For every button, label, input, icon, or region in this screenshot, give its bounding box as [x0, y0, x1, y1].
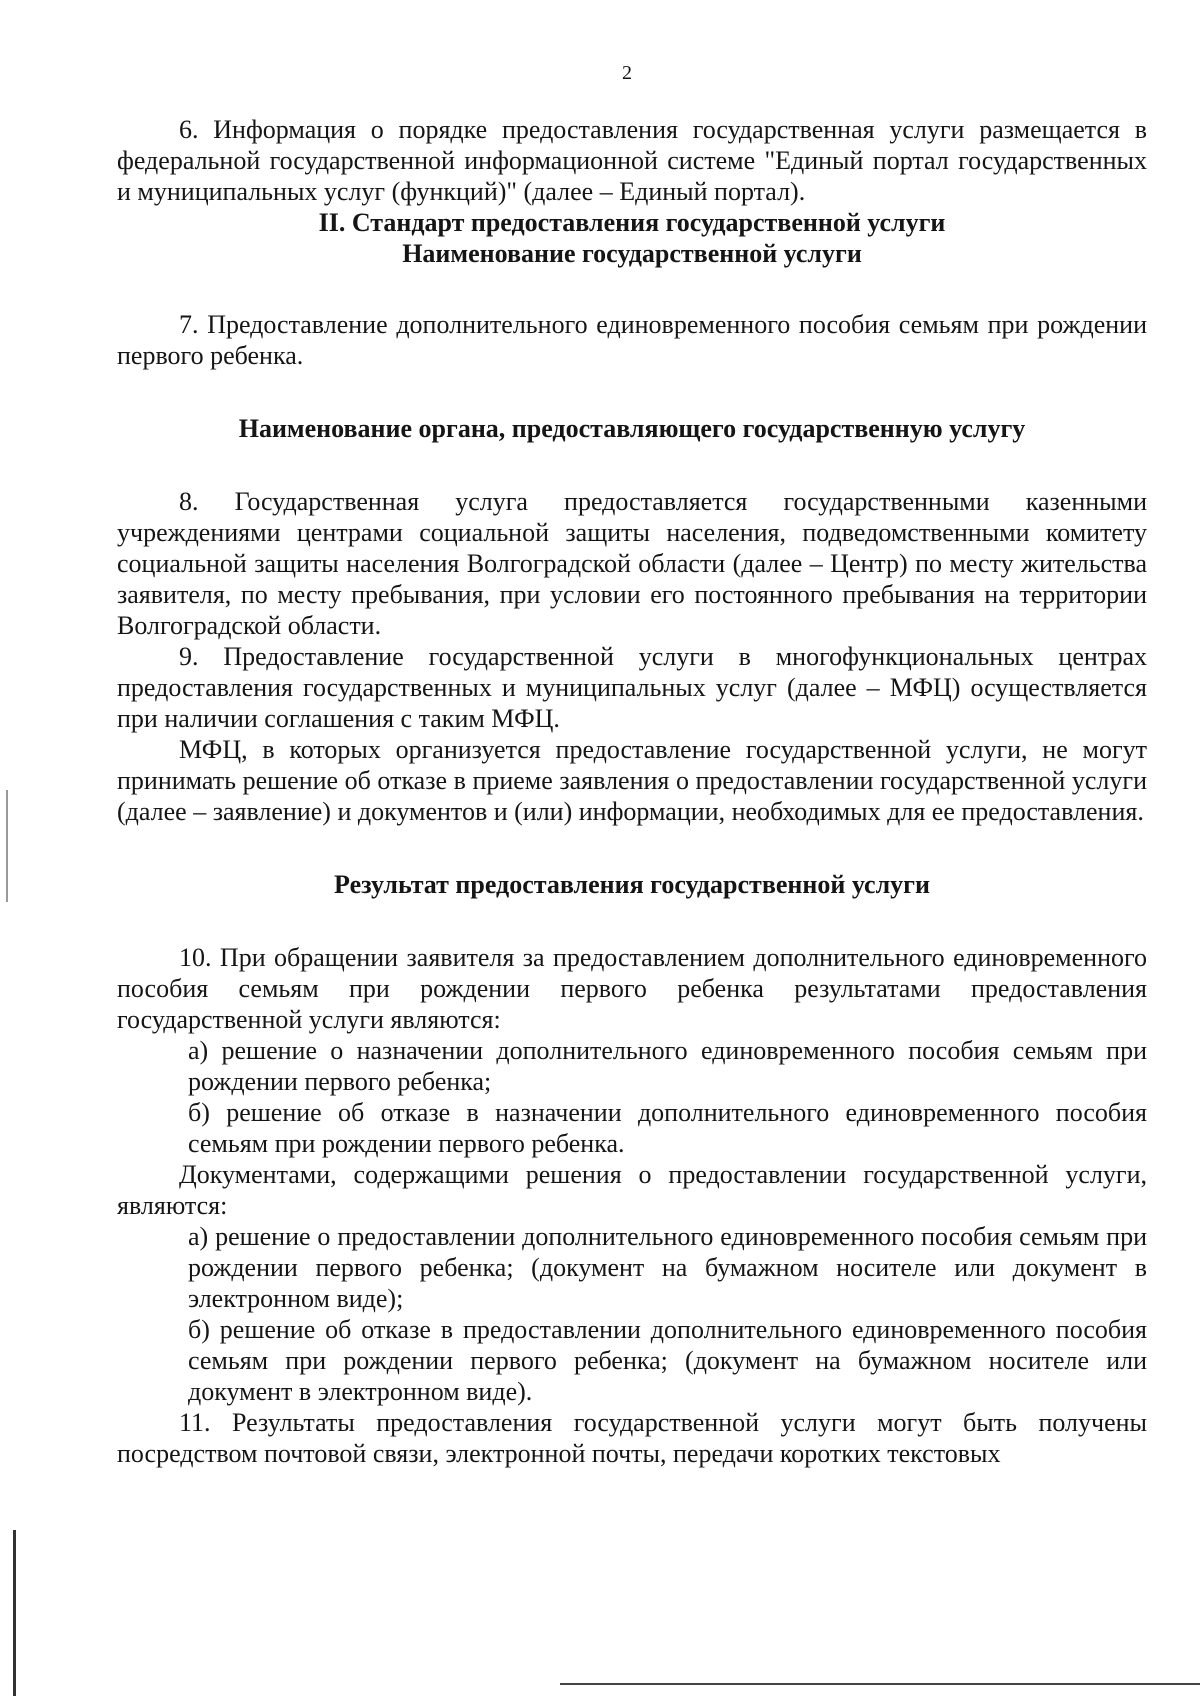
paragraph-9-mfc: МФЦ, в которых организуется предоставление государственной услуги, не могут принимать решение об отказе в приеме заявления о предоставлении государственной услуги (далее – заявление) и документов и (или) информации, необходимых для ее предоставления.: [117, 735, 1147, 826]
paragraph-7: 7. Предоставление дополнительного единовременного пособия семьям при рождении первого ребенка.: [117, 310, 1147, 370]
scan-left-edge: [13, 1530, 16, 1696]
document-body: [117, 114, 1147, 1469]
paragraph-10: 10. При обращении заявителя за предоставлением дополнительного единовременного пособия семьям при рождении первого ребенка результатами предоставления государственной услуги являются:: [117, 943, 1147, 1034]
page-number: 2: [622, 62, 632, 84]
paragraph-9: 9. Предоставление государственной услуги в многофункциональных центрах предоставления государственных и муниципальных услуг (далее – МФЦ) осуществляется при наличии соглашения с таким МФЦ.: [117, 642, 1147, 733]
paragraph-10-documents-item-b: б) решение об отказе в предоставлении дополнительного единовременного пособия семьям при рождении первого ребенка; (документ на бумажном носителе или документ в электронном виде).: [188, 1315, 1147, 1406]
scan-bottom-line: [560, 1683, 1200, 1685]
subsection-title-service-name: Наименование государственной услуги: [402, 239, 862, 268]
subsection-title-result: Результат предоставления государственной услуги: [334, 870, 930, 899]
paragraph-11: 11. Результаты предоставления государственной услуги могут быть получены посредством почтовой связи, электронной почты, передачи коротких текстовых: [117, 1408, 1147, 1468]
paragraph-8: 8. Государственная услуга предоставляется государственными казенными учреждениями центрами социальной защиты населения, подведомственными комитету социальной защиты населения Волгоградской области (далее – Центр) по месту жительства заявителя, по месту пребывания, при условии его постоянного пребывания на территории Волгоградской области.: [117, 487, 1147, 640]
subsection-title-organ: Наименование органа, предоставляющего государственную услугу: [238, 414, 1026, 443]
paragraph-10-documents: Документами, содержащими решения о предоставлении государственной услуги, являются:: [117, 1160, 1147, 1220]
paragraph-10-documents-item-a: а) решение о предоставлении дополнительного единовременного пособия семьям при рождении первого ребенка; (документ на бумажном носителе или документ в электронном виде);: [188, 1222, 1147, 1313]
paragraph-10-item-a: а) решение о назначении дополнительного единовременного пособия семьям при рождении первого ребенка;: [188, 1036, 1147, 1096]
paragraph-6: 6. Информация о порядке предоставления государственная услуги размещается в федеральной государственной информационной системе "Единый портал государственных и муниципальных услуг (функций)" (далее – Единый портал).: [117, 115, 1147, 206]
scan-margin-mark: [6, 790, 8, 902]
section-title: II. Стандарт предоставления государственной услуги: [318, 208, 946, 237]
paragraph-10-item-b: б) решение об отказе в назначении дополнительного единовременного пособия семьям при рождении первого ребенка.: [188, 1098, 1147, 1158]
